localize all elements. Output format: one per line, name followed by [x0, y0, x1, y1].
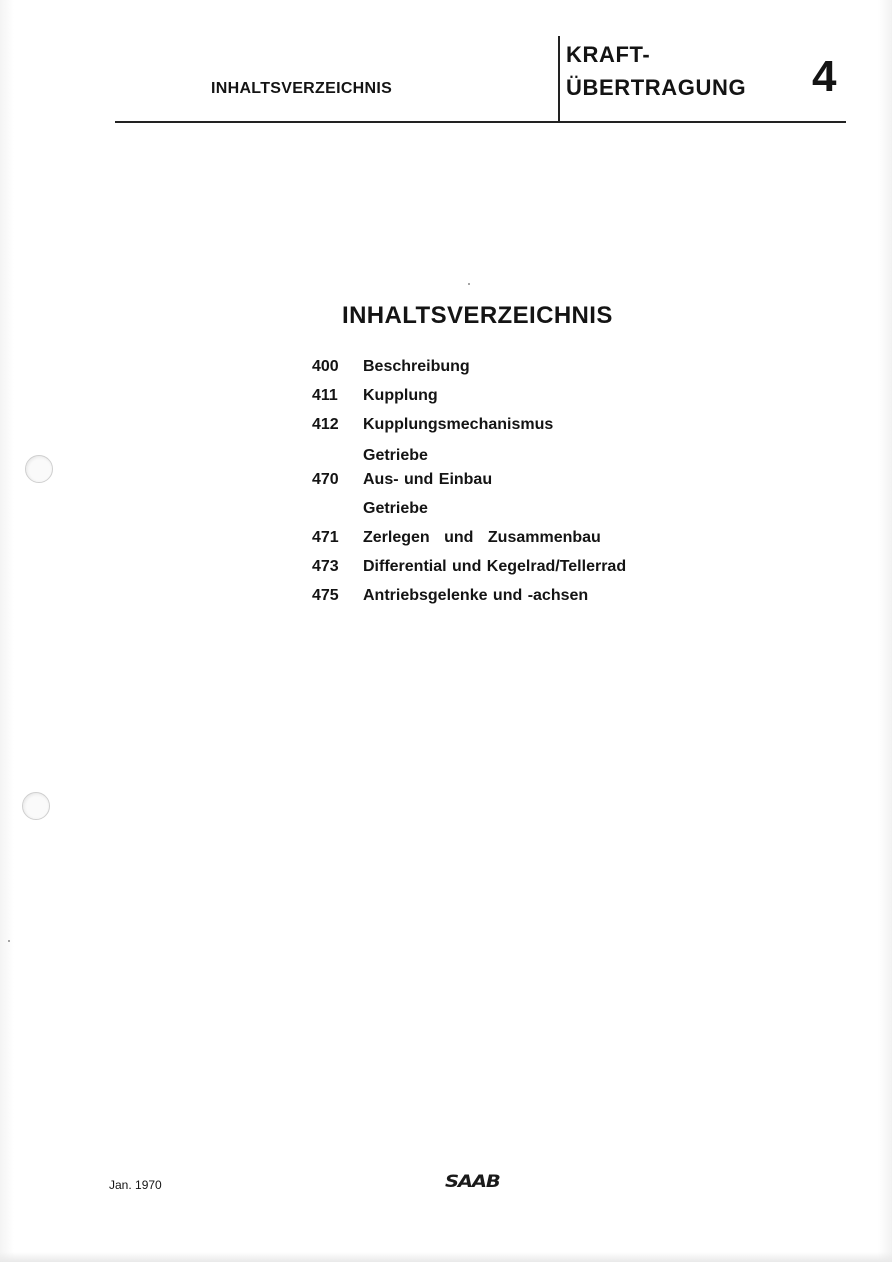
toc-text: Getriebe: [363, 500, 428, 517]
header-horizontal-rule: [115, 121, 846, 123]
punch-hole-upper: [25, 455, 53, 483]
header-left-title: INHALTSVERZEICHNIS: [211, 80, 393, 97]
toc-text: Aus- und Einbau: [363, 471, 493, 488]
section-title-line1: KRAFT-: [566, 42, 651, 67]
toc-text: Zerlegen und Zusammenbau: [363, 529, 601, 546]
toc-number: 471: [312, 529, 339, 546]
toc-entry-473: [312, 558, 732, 587]
toc-text: Kupplungsmechanismus: [363, 416, 554, 433]
footer-date: Jan. 1970: [109, 1178, 162, 1192]
toc-entry-475: [312, 587, 732, 616]
toc-entry-470: [312, 471, 732, 500]
toc-text: Differential und Kegelrad/Tellerrad: [363, 558, 627, 575]
toc-number: 412: [312, 416, 339, 433]
toc-entry-400: [312, 358, 732, 387]
toc-entry-412: [312, 416, 732, 445]
toc-entry-getriebe-1: [312, 447, 732, 471]
chapter-number: 4: [812, 52, 837, 101]
toc-text: Getriebe: [363, 447, 428, 464]
toc-entry-411: [312, 387, 732, 416]
toc-text: Beschreibung: [363, 358, 470, 375]
toc-text: Kupplung: [363, 387, 438, 404]
stray-mark: [468, 283, 470, 285]
toc-entry-getriebe-2: [312, 500, 732, 529]
toc-number: 411: [312, 387, 338, 404]
section-title-line2: ÜBERTRAGUNG: [566, 75, 747, 100]
stray-mark: [8, 940, 10, 942]
toc-number: 470: [312, 471, 339, 488]
toc-title: INHALTSVERZEICHNIS: [342, 302, 613, 329]
page-edge-shadow: [0, 1252, 892, 1262]
toc-number: 400: [312, 358, 339, 375]
toc-list: [312, 358, 732, 616]
section-title: [566, 38, 746, 104]
toc-text: Antriebsgelenke und -achsen: [363, 587, 589, 604]
toc-entry-471: [312, 529, 732, 558]
saab-logo: SAAB: [445, 1172, 500, 1192]
toc-number: 473: [312, 558, 339, 575]
toc-number: 475: [312, 587, 339, 604]
header-vertical-rule: [558, 36, 560, 121]
punch-hole-lower: [22, 792, 50, 820]
